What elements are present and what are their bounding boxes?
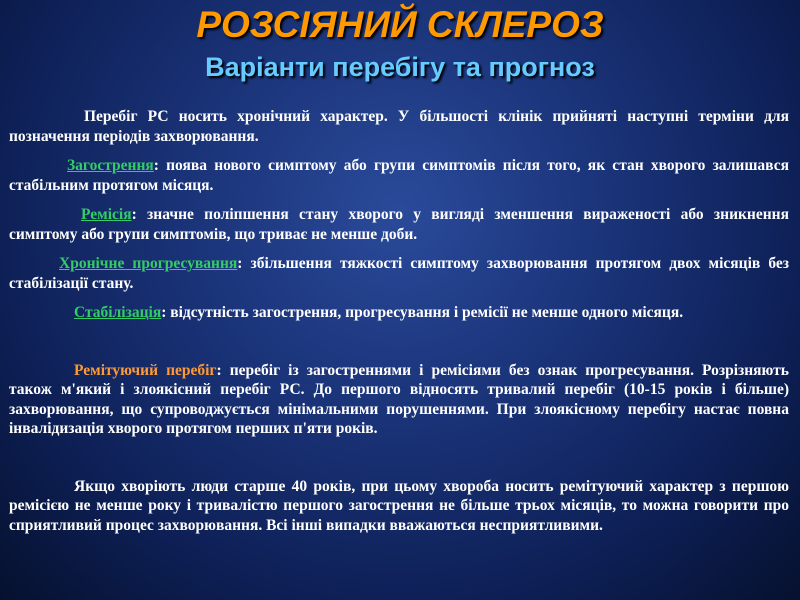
progression-text: : збільшення тяжкості симптому захворювання протягом двох місяців без стабілізації стану.	[9, 255, 789, 292]
paragraph-prognosis	[9, 477, 789, 536]
intro-text: Перебіг РС носить хронічний характер. У більшості клінік прийняті наступні терміни для позначення періодів захворювання.	[9, 108, 789, 145]
slide-subtitle: Варіанти перебігу та прогноз	[205, 52, 595, 82]
paragraph-progression	[9, 254, 789, 293]
paragraph-stabilization	[9, 303, 789, 323]
prognosis-text: Якщо хворіють люди старше 40 років, при цьому хвороба носить ремітуючий характер з першою ремісією не менше року і тривалістю першого загострення не більше трьох місяців, то можна говорити про сприятливий процес захворювання. Всі інші випадки вважаються несприятливими.	[9, 477, 789, 534]
exacerbation-text: : поява нового симптому або групи симптомів після того, як стан хворого залишався стабільним протягом місяця.	[9, 157, 789, 194]
remitting-text: : перебіг із загостреннями і ремісіями без ознак прогресування. Розрізняють також м'який і злоякісний перебіг РС. До першого відносять тривалий перебіг (10-15 років і більше) захворювання, що супроводжується мінімальними порушеннями. При злоякісному перебігу настає повна інвалідизація хворого протягом перших п'яти років.	[9, 361, 789, 437]
term-remitting: Ремітуючий перебіг	[74, 361, 217, 379]
stabilization-text: : відсутність загострення, прогресування і ремісії не менше одного місяця.	[161, 304, 684, 321]
paragraph-remission	[9, 205, 789, 244]
term-progression: Хронічне прогресування	[59, 255, 238, 272]
paragraph-exacerbation	[9, 156, 789, 195]
slide-title: РОЗСІЯНИЙ СКЛЕРОЗ	[196, 4, 604, 45]
remission-text: : значне поліпшення стану хворого у вигляді зменшення вираженості або зникнення симптому або групи симптомів, що триває не менше доби.	[9, 206, 789, 243]
term-stabilization: Стабілізація	[74, 304, 162, 321]
term-exacerbation: Загострення	[67, 157, 154, 174]
slide-body	[9, 107, 789, 545]
paragraph-intro	[9, 107, 789, 146]
term-remission: Ремісія	[81, 206, 132, 223]
paragraph-remitting	[9, 361, 789, 439]
